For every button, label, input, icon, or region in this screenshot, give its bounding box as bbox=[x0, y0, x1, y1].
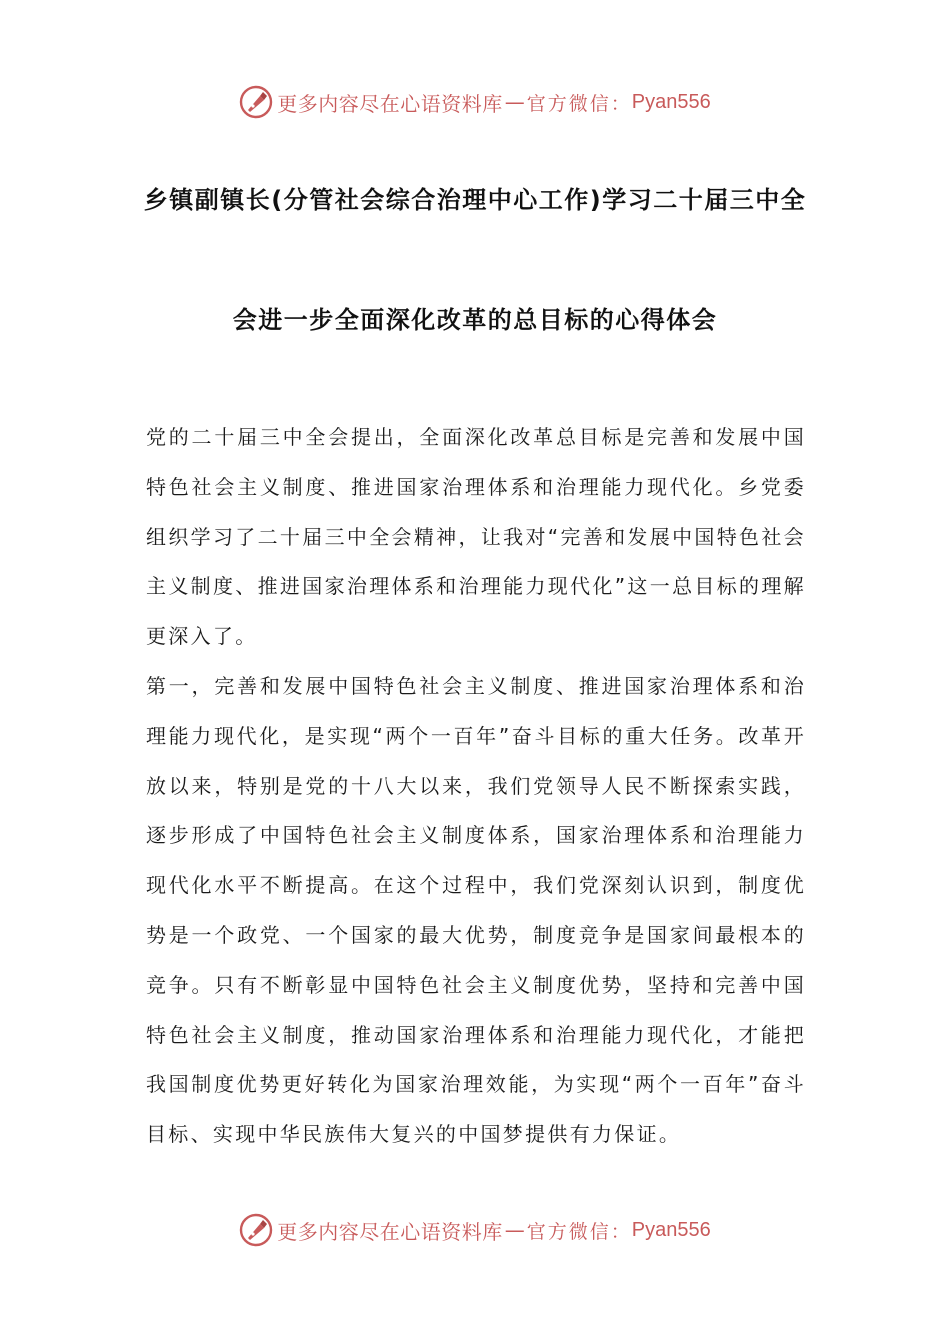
header-banner bbox=[0, 82, 950, 122]
banner-wechat-id: Pyan556 bbox=[631, 90, 711, 113]
banner-separator: — bbox=[504, 1218, 525, 1242]
document-title-line-2: 会进一步全面深化改革的总目标的心得体会 bbox=[232, 306, 718, 334]
pen-nib-logo-icon bbox=[239, 85, 273, 119]
banner-wechat-label: 官方微信： bbox=[526, 1220, 632, 1243]
document-body bbox=[146, 413, 806, 1160]
banner-slogan: 更多内容尽在心语资料库 bbox=[277, 91, 503, 116]
banner-wechat-id: Pyan556 bbox=[631, 1218, 711, 1241]
banner-separator: — bbox=[504, 90, 525, 114]
paragraph-first-point: 第一，完善和发展中国特色社会主义制度、推进国家治理体系和治理能力现代化，是实现“两个一百年”奋斗目标的重大任务。改革开放以来，特别是党的十八大以来，我们党领导人民不断探索实践，逐步形成了中国特色社会主义制度体系，国家治理体系和治理能力现代化水平不断提高。在这个过程中，我们党深刻认识到，制度优势是一个政党、一个国家的最大优势，制度竞争是国家间最根本的竞争。只有不断彰显中国特色社会主义制度优势，坚持和完善中国特色社会主义制度，推动国家治理体系和治理能力现代化，才能把我国制度优势更好转化为国家治理效能，为实现“两个一百年”奋斗目标、实现中华民族伟大复兴的中国梦提供有力保证。 bbox=[146, 673, 806, 1147]
document-title-line-1: 乡镇副镇长(分管社会综合治理中心工作)学习二十届三中全 bbox=[143, 186, 807, 214]
pen-nib-logo-icon bbox=[239, 1213, 273, 1247]
paragraph-intro: 党的二十届三中全会提出，全面深化改革总目标是完善和发展中国特色社会主义制度、推进国家治理体系和治理能力现代化。乡党委组织学习了二十届三中全会精神，让我对“完善和发展中国特色社会主义制度、推进国家治理体系和治理能力现代化”这一总目标的理解更深入了。 bbox=[146, 425, 806, 649]
banner-slogan: 更多内容尽在心语资料库 bbox=[277, 1219, 503, 1244]
banner-wechat-label: 官方微信： bbox=[526, 92, 632, 115]
footer-banner bbox=[0, 1210, 950, 1250]
